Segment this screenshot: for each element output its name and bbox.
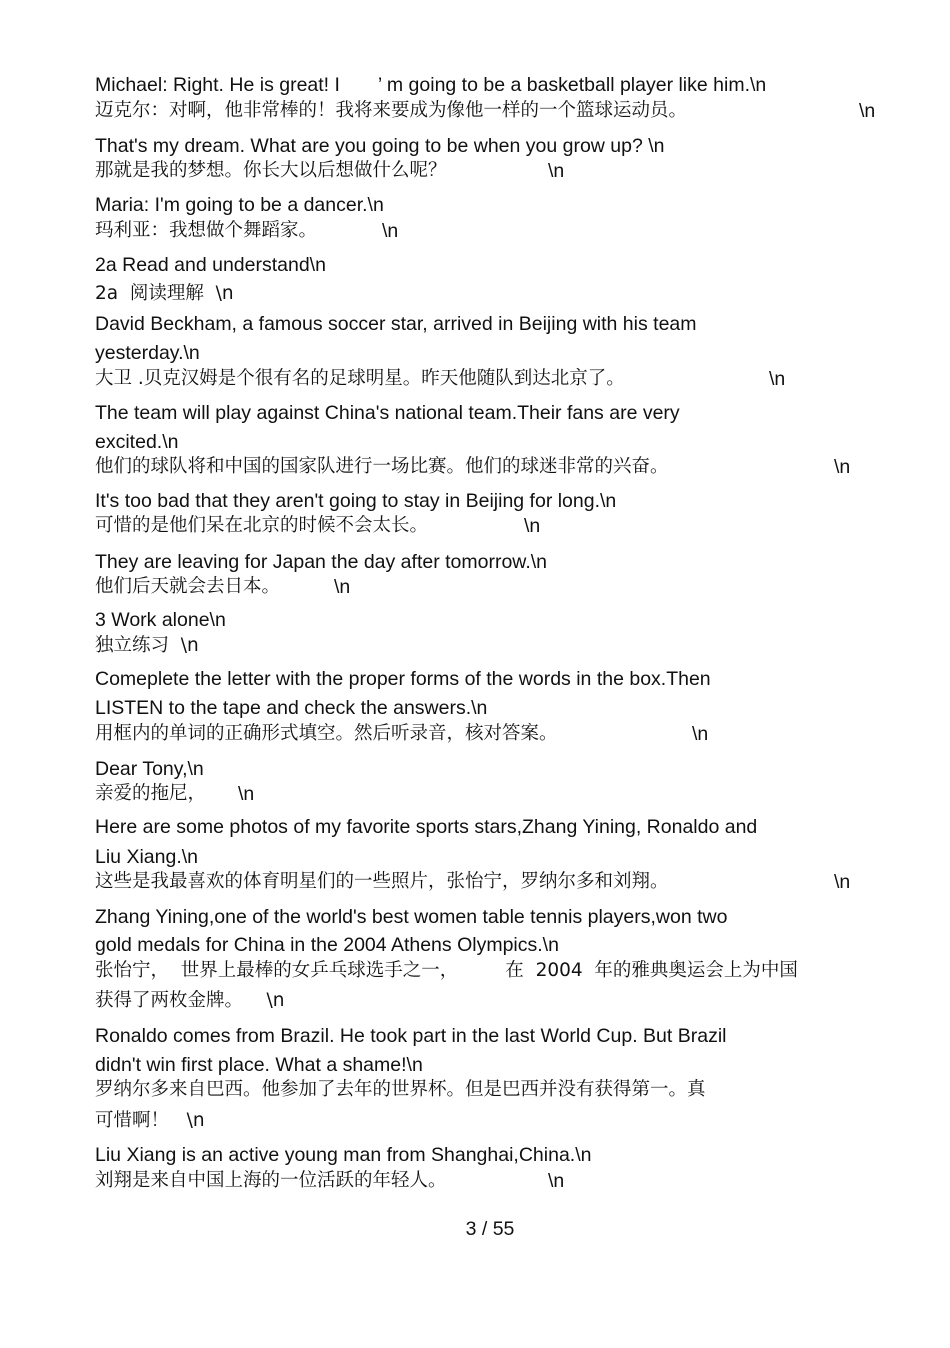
text-line: 可惜啊！ \n (95, 1110, 205, 1131)
newline-marker: \n (548, 160, 565, 182)
text-line: gold medals for China in the 2004 Athens Olympics.\n (95, 934, 559, 956)
text-line: 迈克尔：对啊，他非常棒的！我将来要成为像他一样的一个篮球运动员。 (95, 100, 688, 121)
newline-marker: \n (382, 220, 399, 242)
text-line: Zhang Yining,one of the world's best women table tennis players,won two (95, 906, 728, 928)
text-line: 用框内的单词的正确形式填空。然后听录音，核对答案。 (95, 723, 558, 744)
text-line: 玛利亚：我想做个舞蹈家。 (95, 220, 318, 241)
text-line: 刘翔是来自中国上海的一位活跃的年轻人。 (95, 1170, 447, 1191)
page-number: 3 / 55 (465, 1218, 515, 1240)
newline-marker: \n (548, 1170, 565, 1192)
text-line: 他们后天就会去日本。 (95, 576, 281, 597)
text-line: 2a Read and understand\n (95, 254, 326, 276)
text-line: didn't win first place. What a shame!\n (95, 1054, 423, 1076)
text-line: The team will play against China's national team.Their fans are very (95, 402, 680, 424)
text-line: 独立练习 \n (95, 635, 199, 656)
newline-marker: \n (238, 783, 255, 805)
text-line: yesterday.\n (95, 342, 200, 364)
text-line: 这些是我最喜欢的体育明星们的一些照片，张怡宁，罗纳尔多和刘翔。 (95, 871, 669, 892)
text-line: 亲爱的拖尼， (95, 783, 207, 804)
newline-marker: \n (859, 100, 876, 122)
text-line: 那就是我的梦想。你长大以后想做什么呢？ (95, 160, 447, 181)
text-line: Comeplete the letter with the proper forms of the words in the box.Then (95, 668, 711, 690)
newline-marker: \n (692, 723, 709, 745)
text-line: Ronaldo comes from Brazil. He took part in the last World Cup. But Brazil (95, 1025, 727, 1047)
text-line: 大卫 .贝克汉姆是个很有名的足球明星。昨天他随队到达北京了。 (95, 368, 625, 389)
text-line: 3 Work alone\n (95, 609, 226, 631)
text-line: Maria: I'm going to be a dancer.\n (95, 194, 384, 216)
newline-marker: \n (834, 871, 851, 893)
text-line: They are leaving for Japan the day after tomorrow.\n (95, 551, 547, 573)
text-line: Liu Xiang.\n (95, 846, 198, 868)
newline-marker: \n (834, 456, 851, 478)
newline-marker: \n (769, 368, 786, 390)
text-line: 他们的球队将和中国的国家队进行一场比赛。他们的球迷非常的兴奋。 (95, 456, 669, 477)
text-line: David Beckham, a famous soccer star, arrived in Beijing with his team (95, 313, 697, 335)
text-line: Dear Tony,\n (95, 758, 204, 780)
text-line: Liu Xiang is an active young man from Shanghai,China.\n (95, 1144, 592, 1166)
text-line: LISTEN to the tape and check the answers.\n (95, 697, 488, 719)
text-line: 罗纳尔多来自巴西。他参加了去年的世界杯。但是巴西并没有获得第一。真 (95, 1079, 706, 1100)
newline-marker: \n (334, 576, 351, 598)
text-line: Michael: Right. He is great! I ’ m going to be a basketball player like him.\n (95, 74, 767, 96)
text-line: 可惜的是他们呆在北京的时候不会太长。 (95, 515, 429, 536)
text-line: 张怡宁， 世界上最棒的女乒乓球选手之一， 在 2004 年的雅典奥运会上为中国 (95, 960, 798, 981)
text-line: excited.\n (95, 431, 179, 453)
text-line: That's my dream. What are you going to be when you grow up? \n (95, 135, 665, 157)
newline-marker: \n (524, 515, 541, 537)
text-line: Here are some photos of my favorite sports stars,Zhang Yining, Ronaldo and (95, 816, 758, 838)
text-line: It's too bad that they aren't going to stay in Beijing for long.\n (95, 490, 617, 512)
text-line: 获得了两枚金牌。 \n (95, 990, 285, 1011)
text-line: 2a 阅读理解 \n (95, 283, 234, 304)
